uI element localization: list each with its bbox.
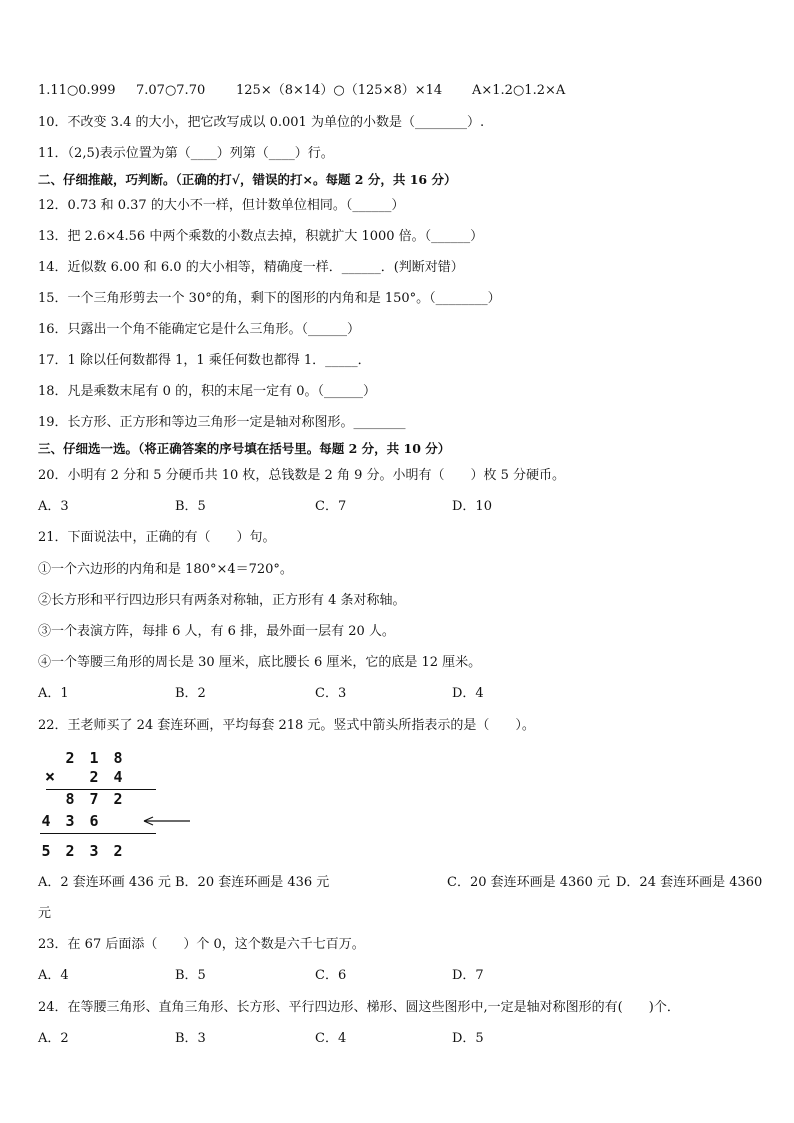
question-14: 14．近似数 6.00 和 6.0 的大小相等，精确度一样．______．(判断对错） bbox=[38, 260, 464, 275]
vm-row5-digit: 2 bbox=[113, 842, 123, 860]
q24-option-b: B．3 bbox=[175, 1031, 206, 1046]
q24-option-c: C．4 bbox=[315, 1031, 347, 1046]
q21-statement-3: ③一个表演方阵，每排 6 人，有 6 排，最外面一层有 20 人。 bbox=[38, 624, 395, 639]
q21-statement-4: ④一个等腰三角形的周长是 30 厘米，底比腰长 6 厘米，它的底是 12 厘米。 bbox=[38, 655, 482, 670]
question-21: 21．下面说法中，正确的有（ ）句。 bbox=[38, 530, 276, 545]
question-16: 16．只露出一个角不能确定它是什么三角形。（______） bbox=[38, 322, 361, 337]
q23-option-b: B．5 bbox=[175, 968, 206, 983]
q21-statement-2: ②长方形和平行四边形只有两条对称轴，正方形有 4 条对称轴。 bbox=[38, 593, 406, 608]
question-18: 18．凡是乘数末尾有 0 的，积的末尾一定有 0。（______） bbox=[38, 384, 376, 399]
vm-row4-digit: 4 bbox=[41, 812, 51, 830]
section-3-heading: 三、仔细选一选。（将正确答案的序号填在括号里。每题 2 分，共 10 分） bbox=[38, 441, 451, 456]
q20-option-c: C．7 bbox=[315, 499, 347, 514]
question-11: 11．（2,5)表示位置为第（____）列第（____）行。 bbox=[38, 146, 334, 161]
q23-option-d: D．7 bbox=[452, 968, 484, 983]
q21-option-d: D．4 bbox=[452, 686, 484, 701]
question-24: 24．在等腰三角形、直角三角形、长方形、平行四边形、梯形、圆这些图形中,一定是轴对称图形的有( )个． bbox=[38, 1000, 680, 1015]
question-23: 23．在 67 后面添（ ）个 0，这个数是六千七百万。 bbox=[38, 937, 365, 952]
compare-item-1: 1.11○0.999 bbox=[38, 83, 116, 98]
q21-statement-1: ①一个六边形的内角和是 180°×4＝720°。 bbox=[38, 562, 293, 577]
vm-row2-digit: 4 bbox=[113, 768, 123, 786]
vm-row5-digit: 5 bbox=[41, 842, 51, 860]
vm-row3-digit: 8 bbox=[65, 790, 75, 808]
compare-item-2: 7.07○7.70 bbox=[136, 83, 206, 98]
q21-option-b: B．2 bbox=[175, 686, 206, 701]
q20-option-d: D．10 bbox=[452, 499, 492, 514]
question-17: 17．1 除以任何数都得 1，1 乘任何数也都得 1．_____． bbox=[38, 353, 371, 368]
q22-option-b: B．20 套连环画是 436 元 bbox=[175, 875, 330, 890]
vm-row5-digit: 3 bbox=[89, 842, 99, 860]
q22-option-d: D．24 套连环画是 4360 bbox=[616, 875, 763, 890]
question-19: 19．长方形、正方形和等边三角形一定是轴对称图形。________ bbox=[38, 415, 406, 430]
question-13: 13．把 2.6×4.56 中两个乘数的小数点去掉，积就扩大 1000 倍。（______） bbox=[38, 229, 484, 244]
vm-row2-digit: 2 bbox=[89, 768, 99, 786]
compare-item-3: 125×（8×14）○（125×8）×14 bbox=[236, 83, 443, 98]
section-2-heading: 二、仔细推敲，巧判断。（正确的打√，错误的打×。每题 2 分，共 16 分） bbox=[38, 172, 457, 187]
question-22: 22．王老师买了 24 套连环画，平均每套 218 元。竖式中箭头所指表示的是（ ）。 bbox=[38, 718, 535, 733]
q22-option-d-wrap: 元 bbox=[38, 906, 52, 921]
q20-option-b: B．5 bbox=[175, 499, 206, 514]
left-arrow-icon bbox=[140, 814, 192, 828]
times-sign: × bbox=[44, 767, 56, 787]
vm-row1-digit: 8 bbox=[113, 749, 123, 767]
q24-option-a: A．2 bbox=[38, 1031, 69, 1046]
vm-row3-digit: 7 bbox=[89, 790, 99, 808]
vm-row3-digit: 2 bbox=[113, 790, 123, 808]
q23-option-c: C．6 bbox=[315, 968, 347, 983]
vm-row1-digit: 1 bbox=[89, 749, 99, 767]
question-12: 12．0.73 和 0.37 的大小不一样，但计数单位相同。（______） bbox=[38, 198, 405, 213]
compare-item-4: A×1.2○1.2×A bbox=[472, 83, 566, 98]
question-20: 20．小明有 2 分和 5 分硬币共 10 枚，总钱数是 2 角 9 分。小明有（ ）枚 5 分硬币。 bbox=[38, 468, 566, 483]
q20-option-a: A．3 bbox=[38, 499, 69, 514]
q24-option-d: D．5 bbox=[452, 1031, 484, 1046]
vm-row4-digit: 3 bbox=[65, 812, 75, 830]
q22-option-a: A．2 套连环画 436 元 bbox=[38, 875, 171, 890]
vm-row4-digit: 6 bbox=[89, 812, 99, 830]
vm-row1-digit: 2 bbox=[65, 749, 75, 767]
vm-row5-digit: 2 bbox=[65, 842, 75, 860]
q22-option-c: C．20 套连环画是 4360 元 bbox=[447, 875, 610, 890]
q21-option-c: C．3 bbox=[315, 686, 347, 701]
question-10: 10．不改变 3.4 的大小，把它改写成以 0.001 为单位的小数是（________）. bbox=[38, 115, 485, 130]
q21-option-a: A．1 bbox=[38, 686, 69, 701]
q23-option-a: A．4 bbox=[38, 968, 69, 983]
vm-rule-2 bbox=[40, 833, 156, 834]
question-15: 15．一个三角形剪去一个 30°的角，剩下的图形的内角和是 150°。（________） bbox=[38, 291, 501, 306]
